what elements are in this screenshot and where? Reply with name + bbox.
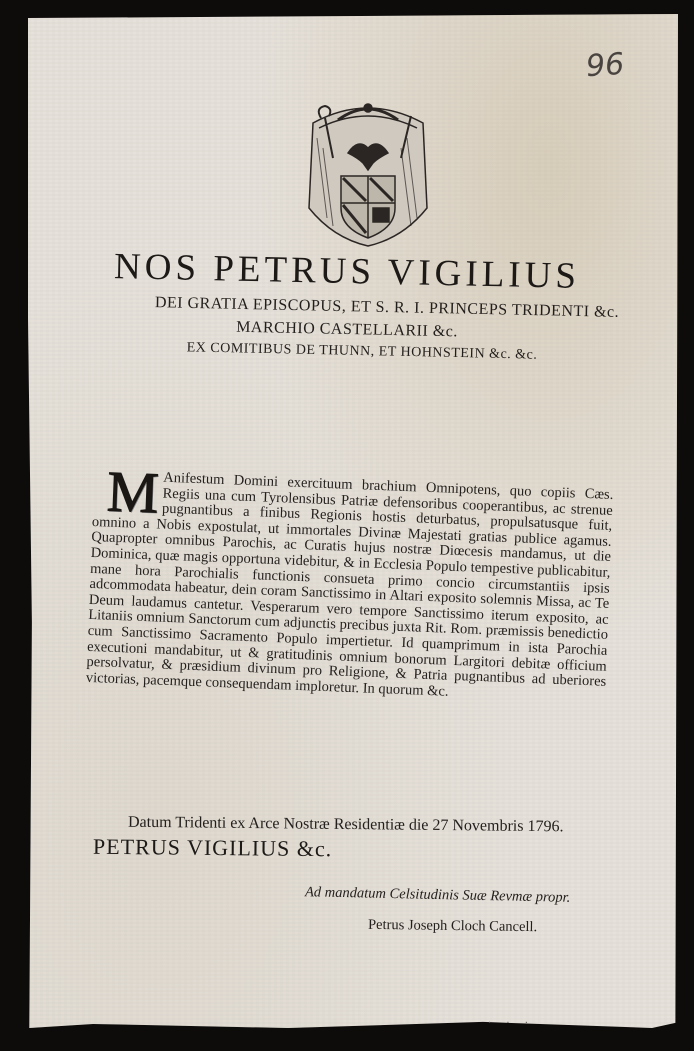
footer-dots: · · · bbox=[488, 1018, 534, 1029]
drop-cap: M bbox=[105, 458, 160, 526]
chancellor-line: Petrus Joseph Cloch Cancell. bbox=[367, 916, 538, 936]
folio-number: 96 bbox=[584, 46, 626, 85]
document-title: NOS PETRUS VIGILIUS bbox=[113, 246, 581, 297]
date-line: Datum Tridenti ex Arce Nostræ Residentiæ die 27 Novembris 1796. bbox=[127, 813, 564, 836]
coat-of-arms-icon bbox=[303, 98, 433, 248]
subtitle-line-2: MARCHIO CASTELLARII &c. bbox=[235, 318, 459, 341]
mandate-line: Ad mandatum Celsitudinis Suæ Revmæ propr. bbox=[304, 884, 571, 906]
decree-body bbox=[85, 458, 614, 706]
subtitle-line-1: DEI GRATIA EPISCOPUS, ET S. R. I. PRINCEPS TRIDENTI &c. bbox=[154, 294, 620, 321]
decree-text: Anifestum Domini exercituum brachium Omnipotens, quo copiis Cæs. Regiis una cum Tyrolensibus Patriæ defensoribus cooperantibus, ac strenue pugnantibus a finibus Regionis hostis deturbatus, propulsatusque fuit, omnino a Nobis expostulat, ut immortales Divinæ Majestati gratias publice agamus. Quapropter omnibus Parochis, ac Curatis hujus nostræ Diœcesis mandamus, ut die Dominica, quæ magis opportuna videbitur, & in Ecclesia Populo tempestive publicabitur, mane hora Parochialis functionis consueta primo concio circumstantiis ipsis adcommodata habeatur, dein coram Sanctissimo in Altari exposito solemnis Missa, ac Te Deum laudamus cantetur. Vesperarum vero tempore Sanctissimo iterum exposito, ac Litaniis omnium Sanctorum cum adjunctis precibus juxta Rit. Rom. præmissis benedictio cum Sanctissimo Sacramento Populo impertietur. Id quamprimum in ista Parochia executioni mandabitur, ut & gratitudinis omnium bonorum Largitori debitæ officium persolvatur, & præsidium divinum pro Religione, & Patria pugnantibus ad uberiores victorias, pacemque consequendam imploretur. In quorum &c. bbox=[85, 469, 614, 700]
subtitle-line-3: EX COMITIBUS DE THUNN, ET HOHNSTEIN &c. &c. bbox=[186, 340, 538, 363]
signature: PETRUS VIGILIUS &c. bbox=[92, 833, 333, 862]
